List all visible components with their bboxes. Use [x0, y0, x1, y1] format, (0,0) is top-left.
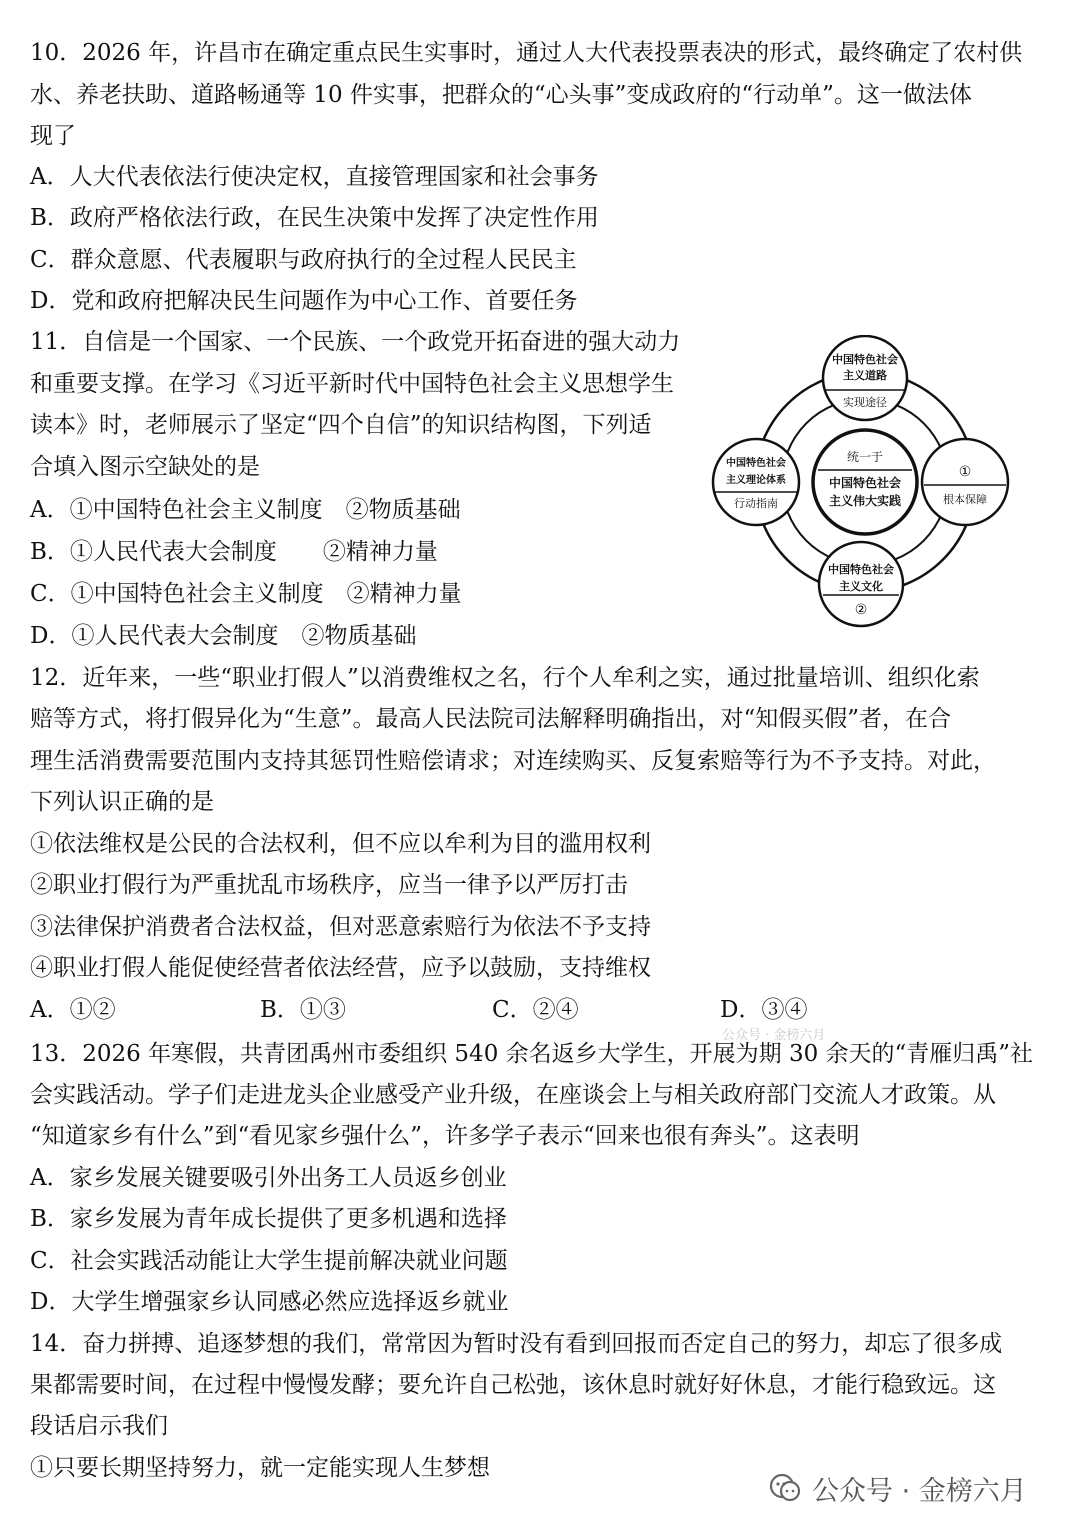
q13-option-d: D．大学生增强家乡认同感必然应选择返乡就业	[30, 1289, 509, 1315]
q10-option-a: A．人大代表依法行使决定权，直接管理国家和社会事务	[30, 164, 599, 190]
top-text-1: 中国特色社会	[832, 353, 898, 366]
q12-option-a: A．①②	[30, 997, 116, 1023]
q12-statement-3: ③法律保护消费者合法权益，但对恶意索赔行为依法不予支持	[30, 914, 651, 940]
q12-option-c: C．②④	[492, 997, 579, 1023]
q12-option-b: B．①③	[260, 997, 346, 1023]
q14-stem-line-2: 果都需要时间，在过程中慢慢发酵；要允许自己松弛，该休息时就好好休息，才能行稳致远。这	[30, 1372, 996, 1398]
bottom-text-1: 中国特色社会	[828, 563, 894, 576]
q12-stem-line-2: 赔等方式，将打假异化为“生意”。最高人民法院司法解释明确指出，对“知假买假”者，在合	[30, 706, 952, 732]
left-text-2: 主义理论体系	[726, 475, 786, 486]
q10-stem-line-3: 现了	[30, 123, 76, 149]
q10-stem-line-1: 10．2026 年，许昌市在确定重点民生实事时，通过人大代表投票表决的形式，最终确定了农村供	[30, 40, 1023, 66]
q12-stem-line-3: 理生活消费需要范围内支持其惩罚性赔偿请求；对连续购买、反复索赔等行为不予支持。对此，	[30, 748, 996, 774]
center-text-3: 主义伟大实践	[828, 494, 902, 508]
q12-statement-4: ④职业打假人能促使经营者依法经营，应予以鼓励，支持维权	[30, 955, 651, 981]
bottom-watermark-text: 公众号 · 金榜六月	[812, 1475, 1027, 1507]
right-circle	[922, 439, 1008, 525]
four-confidences-diagram	[705, 335, 1075, 630]
left-role: 行动指南	[734, 497, 778, 510]
q12-options	[30, 994, 1030, 1026]
q11-option-d: D．①人民代表大会制度 ②物质基础	[30, 623, 417, 649]
q11-option-a: A．①中国特色社会主义制度 ②物质基础	[30, 497, 461, 523]
q13-stem-line-3: “知道家乡有什么”到“看见家乡强什么”，许多学子表示“回来也很有奔头”。这表明	[30, 1123, 860, 1149]
center-text-1: 统一于	[846, 450, 884, 464]
right-blank: ①	[958, 464, 972, 480]
q12-statement-2: ②职业打假行为严重扰乱市场秩序，应当一律予以严厉打击	[30, 872, 628, 898]
q11-stem-line-3: 读本》时，老师展示了坚定“四个自信”的知识结构图，下列适	[30, 412, 652, 438]
q13-option-a: A．家乡发展关键要吸引外出务工人员返乡创业	[30, 1165, 507, 1191]
q14-stem-line-3: 段话启示我们	[30, 1413, 168, 1439]
q12-stem-line-1: 12．近年来，一些“职业打假人”以消费维权之名，行个人牟利之实，通过批量培训、组织化索	[30, 665, 980, 691]
center-text-2: 中国特色社会	[828, 476, 902, 490]
q11-stem-line-4: 合填入图示空缺处的是	[30, 454, 260, 480]
q11-stem-line-2: 和重要支撑。在学习《习近平新时代中国特色社会主义思想学生	[30, 371, 674, 397]
q13-stem-line-1: 13．2026 年寒假，共青团禹州市委组织 540 余名返乡大学生，开展为期 30 余天的“青雁归禹”社	[30, 1041, 1034, 1067]
top-text-2: 主义道路	[843, 369, 887, 382]
bottom-text-2: 主义文化	[839, 580, 883, 593]
q13-option-c: C．社会实践活动能让大学生提前解决就业问题	[30, 1248, 508, 1274]
left-text-1: 中国特色社会	[726, 458, 786, 469]
top-role: 实现途径	[843, 396, 887, 409]
q10-option-b: B．政府严格依法行政，在民生决策中发挥了决定性作用	[30, 205, 599, 231]
bottom-watermark	[768, 1468, 1027, 1508]
q12-statement-1: ①依法维权是公民的合法权利，但不应以牟利为目的滥用权利	[30, 831, 651, 857]
q10-option-c: C．群众意愿、代表履职与政府执行的全过程人民民主	[30, 247, 577, 273]
wechat-official-account-icon	[768, 1471, 802, 1505]
q11-option-b: B．①人民代表大会制度 ②精神力量	[30, 539, 438, 565]
q14-stem-line-1: 14．奋力拼搏、追逐梦想的我们，常常因为暂时没有看到回报而否定自己的努力，却忘了很多成	[30, 1331, 1003, 1357]
bottom-blank: ②	[854, 602, 868, 618]
q13-option-b: B．家乡发展为青年成长提供了更多机遇和选择	[30, 1206, 507, 1232]
q13-stem-line-2: 会实践活动。学子们走进龙头企业感受产业升级，在座谈会上与相关政府部门交流人才政策。从	[30, 1082, 996, 1108]
q14-statement-1: ①只要长期坚持努力，就一定能实现人生梦想	[30, 1455, 490, 1481]
q11-stem-line-1: 11．自信是一个国家、一个民族、一个政党开拓奋进的强大动力	[30, 329, 681, 355]
q12-option-d: D．③④	[720, 997, 808, 1023]
q10-stem-line-2: 水、养老扶助、道路畅通等 10 件实事，把群众的“心头事”变成政府的“行动单”。这一做法体	[30, 82, 972, 108]
q12-stem-line-4: 下列认识正确的是	[30, 789, 214, 815]
right-role: 根本保障	[943, 493, 987, 506]
center-watermark: 公众号 · 金榜六月	[722, 1028, 826, 1043]
q10-option-d: D．党和政府把解决民生问题作为中心工作、首要任务	[30, 288, 578, 314]
q11-option-c: C．①中国特色社会主义制度 ②精神力量	[30, 581, 462, 607]
